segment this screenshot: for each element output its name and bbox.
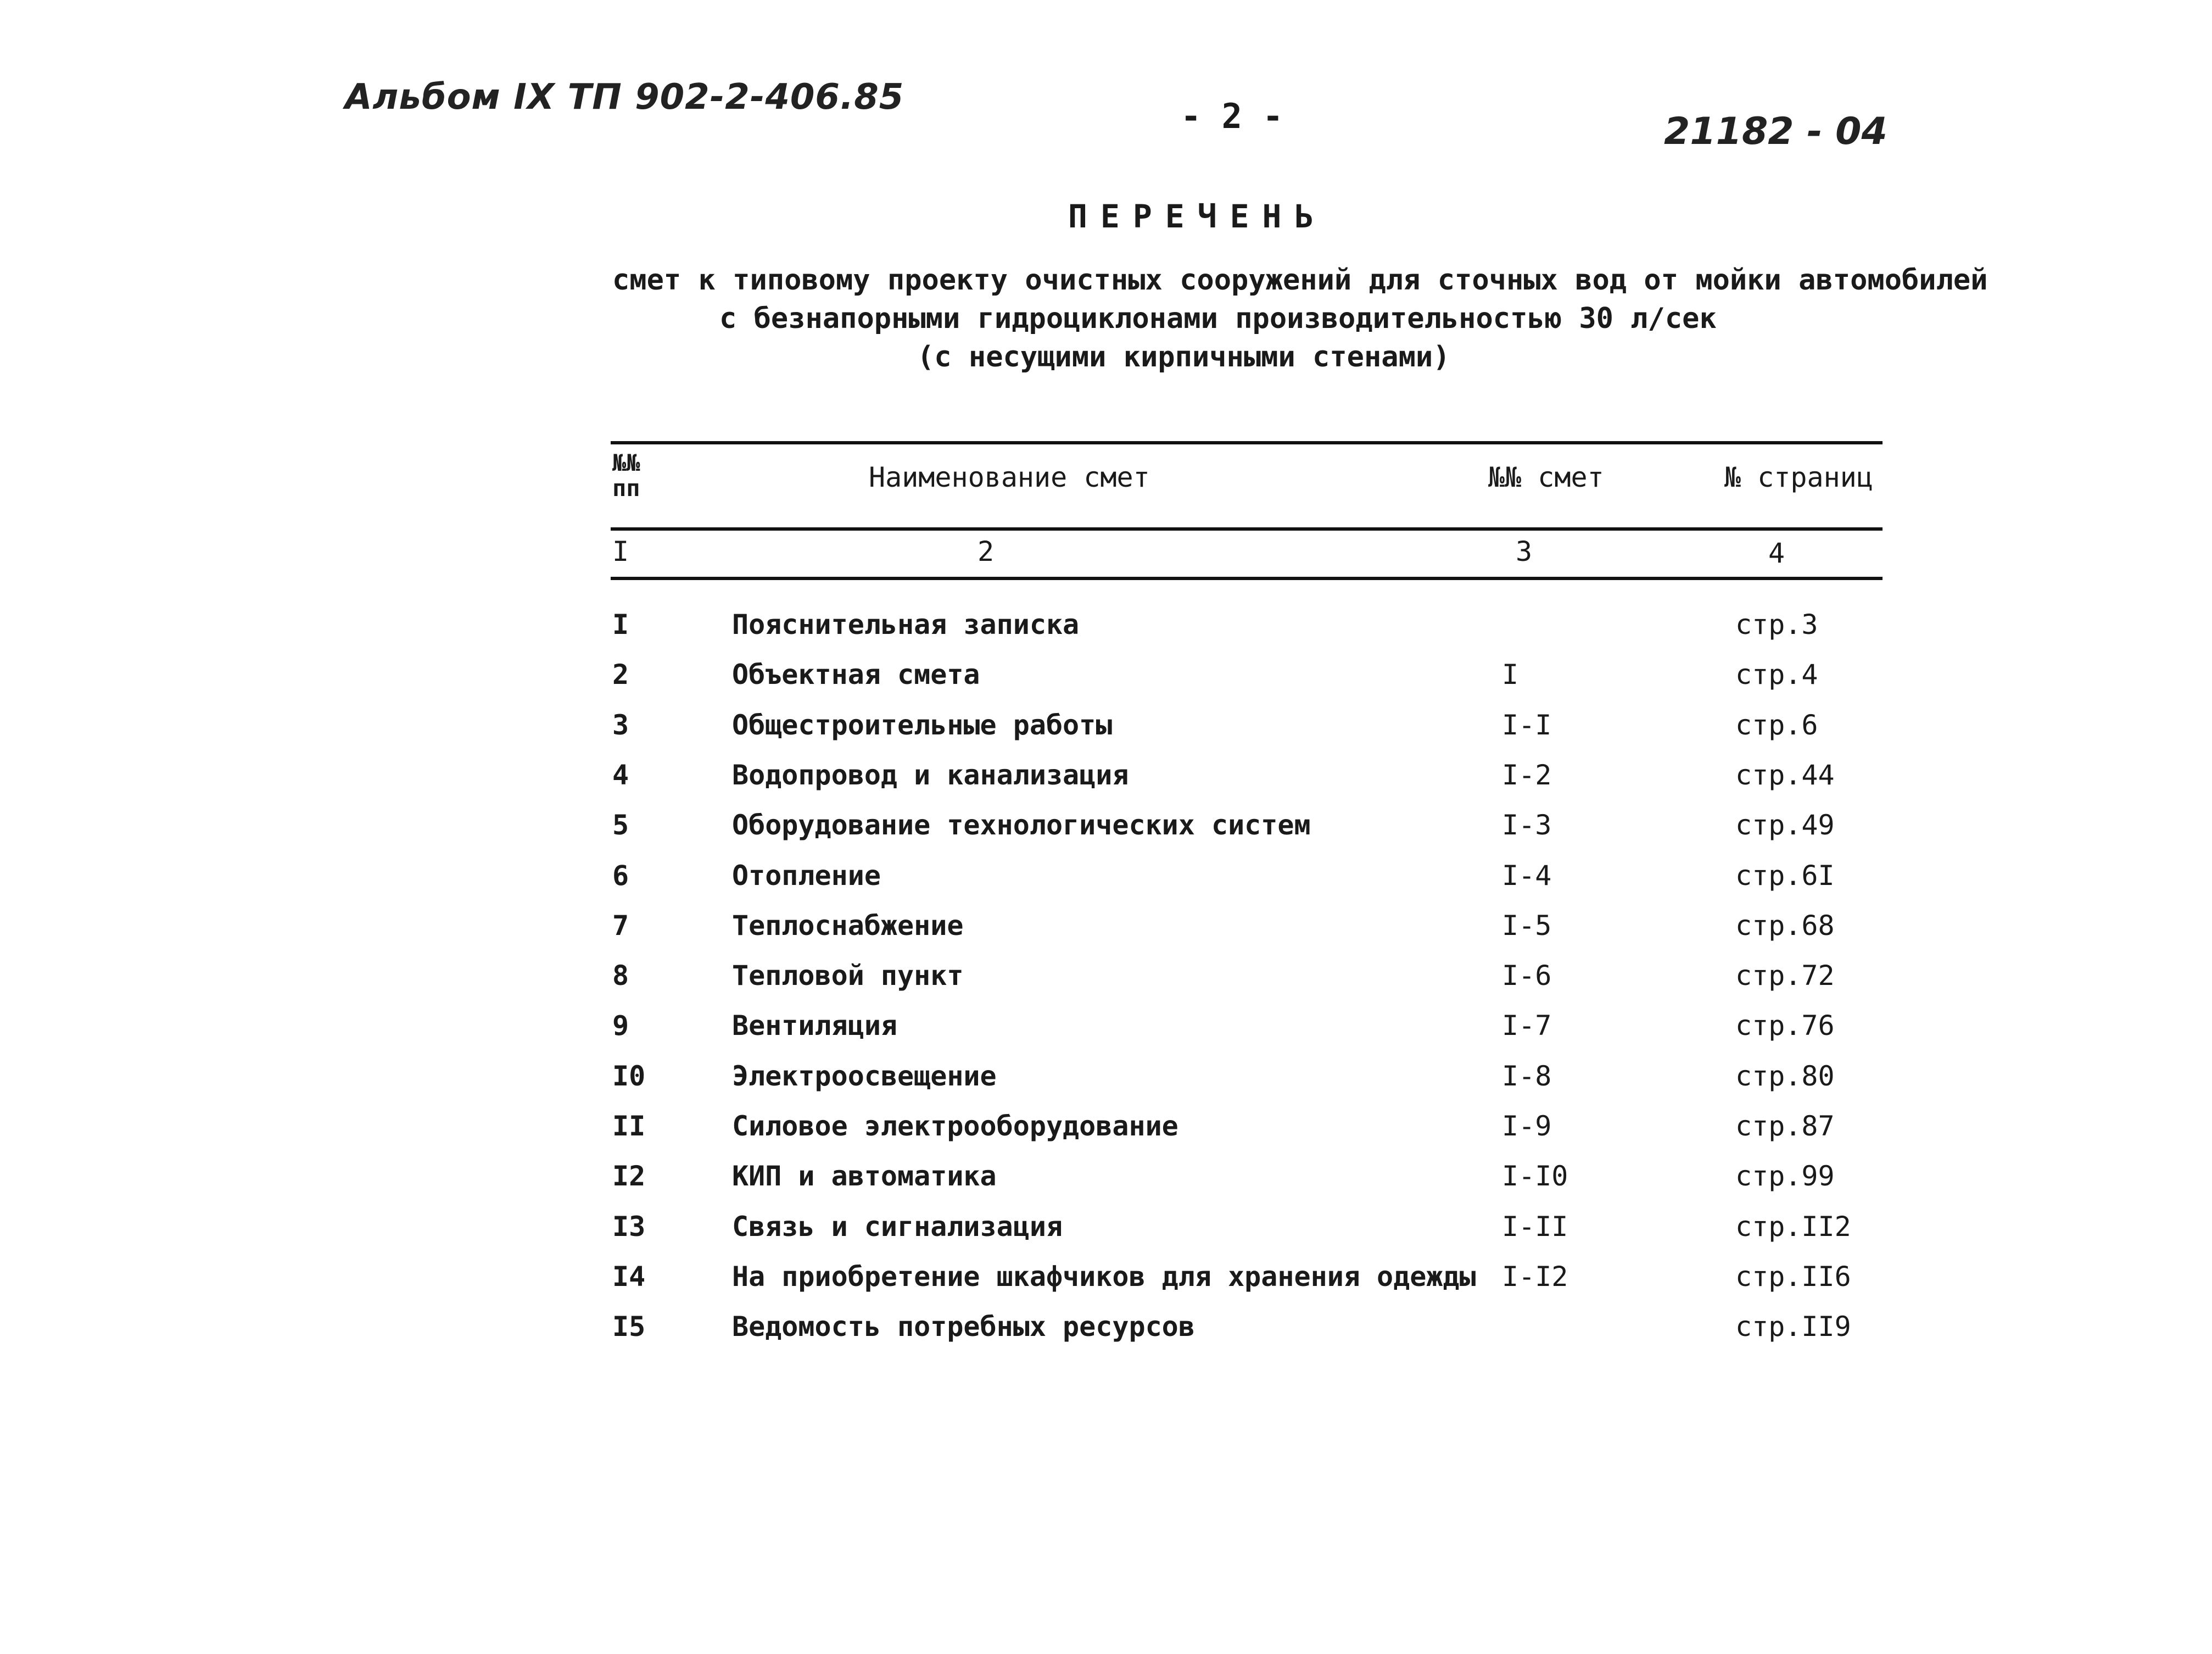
row-name: Теплоснабжение (732, 910, 964, 942)
column-number-4: 4 (1768, 537, 1785, 569)
row-estimate-code: I (1502, 659, 1519, 690)
row-number: 4 (612, 759, 629, 791)
row-name: КИП и автоматика (732, 1160, 997, 1192)
table-row (0, 1261, 2212, 1310)
row-number: I3 (612, 1211, 646, 1243)
row-number: 9 (612, 1010, 629, 1042)
row-name: Пояснительная записка (732, 609, 1080, 641)
row-estimate-code: I-II (1502, 1211, 1568, 1243)
row-name: Электроосвещение (732, 1060, 997, 1092)
row-number: 6 (612, 860, 629, 892)
row-page: стр.76 (1735, 1010, 1835, 1042)
row-estimate-code: I-7 (1502, 1010, 1552, 1042)
table-row (0, 759, 2212, 809)
row-page: стр.87 (1735, 1110, 1835, 1142)
row-name: Оборудование технологических систем (732, 809, 1311, 841)
row-page: стр.99 (1735, 1160, 1835, 1192)
row-name: Вентиляция (732, 1010, 898, 1042)
row-page: стр.80 (1735, 1060, 1835, 1092)
table-row (0, 609, 2212, 658)
table-row (0, 1211, 2212, 1260)
row-page: стр.6 (1735, 709, 1818, 741)
row-name: Общестроительные работы (732, 709, 1113, 741)
row-number: II (612, 1110, 646, 1142)
row-page: стр.II2 (1735, 1211, 1851, 1243)
row-number: I0 (612, 1060, 646, 1092)
column-number-2: 2 (977, 536, 995, 567)
table-row (0, 910, 2212, 959)
row-estimate-code: I-2 (1502, 759, 1552, 791)
row-name: Объектная смета (732, 659, 980, 690)
subtitle-line-2: с безнапорными гидроциклонами производительностью 30 л/сек (719, 302, 1717, 335)
row-page: стр.II6 (1735, 1261, 1851, 1293)
row-estimate-code: I-3 (1502, 809, 1552, 841)
row-page: стр.6I (1735, 860, 1835, 892)
table-row (0, 860, 2212, 909)
row-estimate-code: I-I0 (1502, 1160, 1568, 1192)
row-estimate-code: I-5 (1502, 910, 1552, 942)
row-page: стр.4 (1735, 659, 1818, 690)
row-page: стр.68 (1735, 910, 1835, 942)
row-page: стр.44 (1735, 759, 1835, 791)
row-estimate-code: I-4 (1502, 860, 1552, 892)
header-page: № страниц (1724, 461, 1873, 493)
row-number: I5 (612, 1311, 646, 1343)
subtitle-line-1: смет к типовому проекту очистных сооружений для сточных вод от мойки автомобилей (612, 264, 1988, 297)
page-number: - 2 - (1181, 96, 1283, 136)
table-row (0, 960, 2212, 1009)
column-number-1: I (612, 536, 629, 567)
row-name: Тепловой пункт (732, 960, 964, 992)
table-row (0, 1311, 2212, 1360)
sheet-code: 21182 - 04 (1664, 110, 1887, 153)
column-number-3: 3 (1516, 536, 1533, 567)
row-number: I2 (612, 1160, 646, 1192)
table-row (0, 1110, 2212, 1160)
title-text: ПЕРЕЧЕНЬ (1068, 198, 1327, 235)
column-numbers-rule (611, 577, 1883, 580)
table-row (0, 1060, 2212, 1110)
header-code: №№ смет (1488, 461, 1604, 493)
row-number: 7 (612, 910, 629, 942)
row-name: Отопление (732, 860, 881, 892)
table-row (0, 709, 2212, 759)
row-name: На приобретение шкафчиков для хранения одежды (732, 1261, 1476, 1293)
table-top-rule (611, 441, 1883, 444)
row-number: 2 (612, 659, 629, 690)
row-page: стр.72 (1735, 960, 1835, 992)
row-estimate-code: I-9 (1502, 1110, 1552, 1142)
row-name: Водопровод и канализация (732, 759, 1129, 791)
table-row (0, 659, 2212, 708)
table-row (0, 809, 2212, 859)
header-num: №№ пп (612, 449, 640, 502)
row-estimate-code: I-6 (1502, 960, 1552, 992)
row-name: Силовое электрооборудование (732, 1110, 1178, 1142)
row-estimate-code: I-I (1502, 709, 1552, 741)
row-number: 5 (612, 809, 629, 841)
row-estimate-code: I-I2 (1502, 1261, 1568, 1293)
header-bottom-rule (611, 527, 1883, 531)
row-number: I4 (612, 1261, 646, 1293)
album-note: Альбом IX ТП 902-2-406.85 (345, 77, 904, 118)
row-page: стр.3 (1735, 609, 1818, 641)
row-page: стр.II9 (1735, 1311, 1851, 1343)
subtitle-line-3: (с несущими кирпичными стенами) (917, 341, 1450, 374)
row-name: Связь и сигнализация (732, 1211, 1063, 1243)
header-name: Наименование смет (869, 461, 1150, 493)
row-number: 8 (612, 960, 629, 992)
row-name: Ведомость потребных ресурсов (732, 1311, 1195, 1343)
row-number: 3 (612, 709, 629, 741)
row-page: стр.49 (1735, 809, 1835, 841)
table-row (0, 1160, 2212, 1210)
row-number: I (612, 609, 629, 641)
row-estimate-code: I-8 (1502, 1060, 1552, 1092)
table-row (0, 1010, 2212, 1059)
